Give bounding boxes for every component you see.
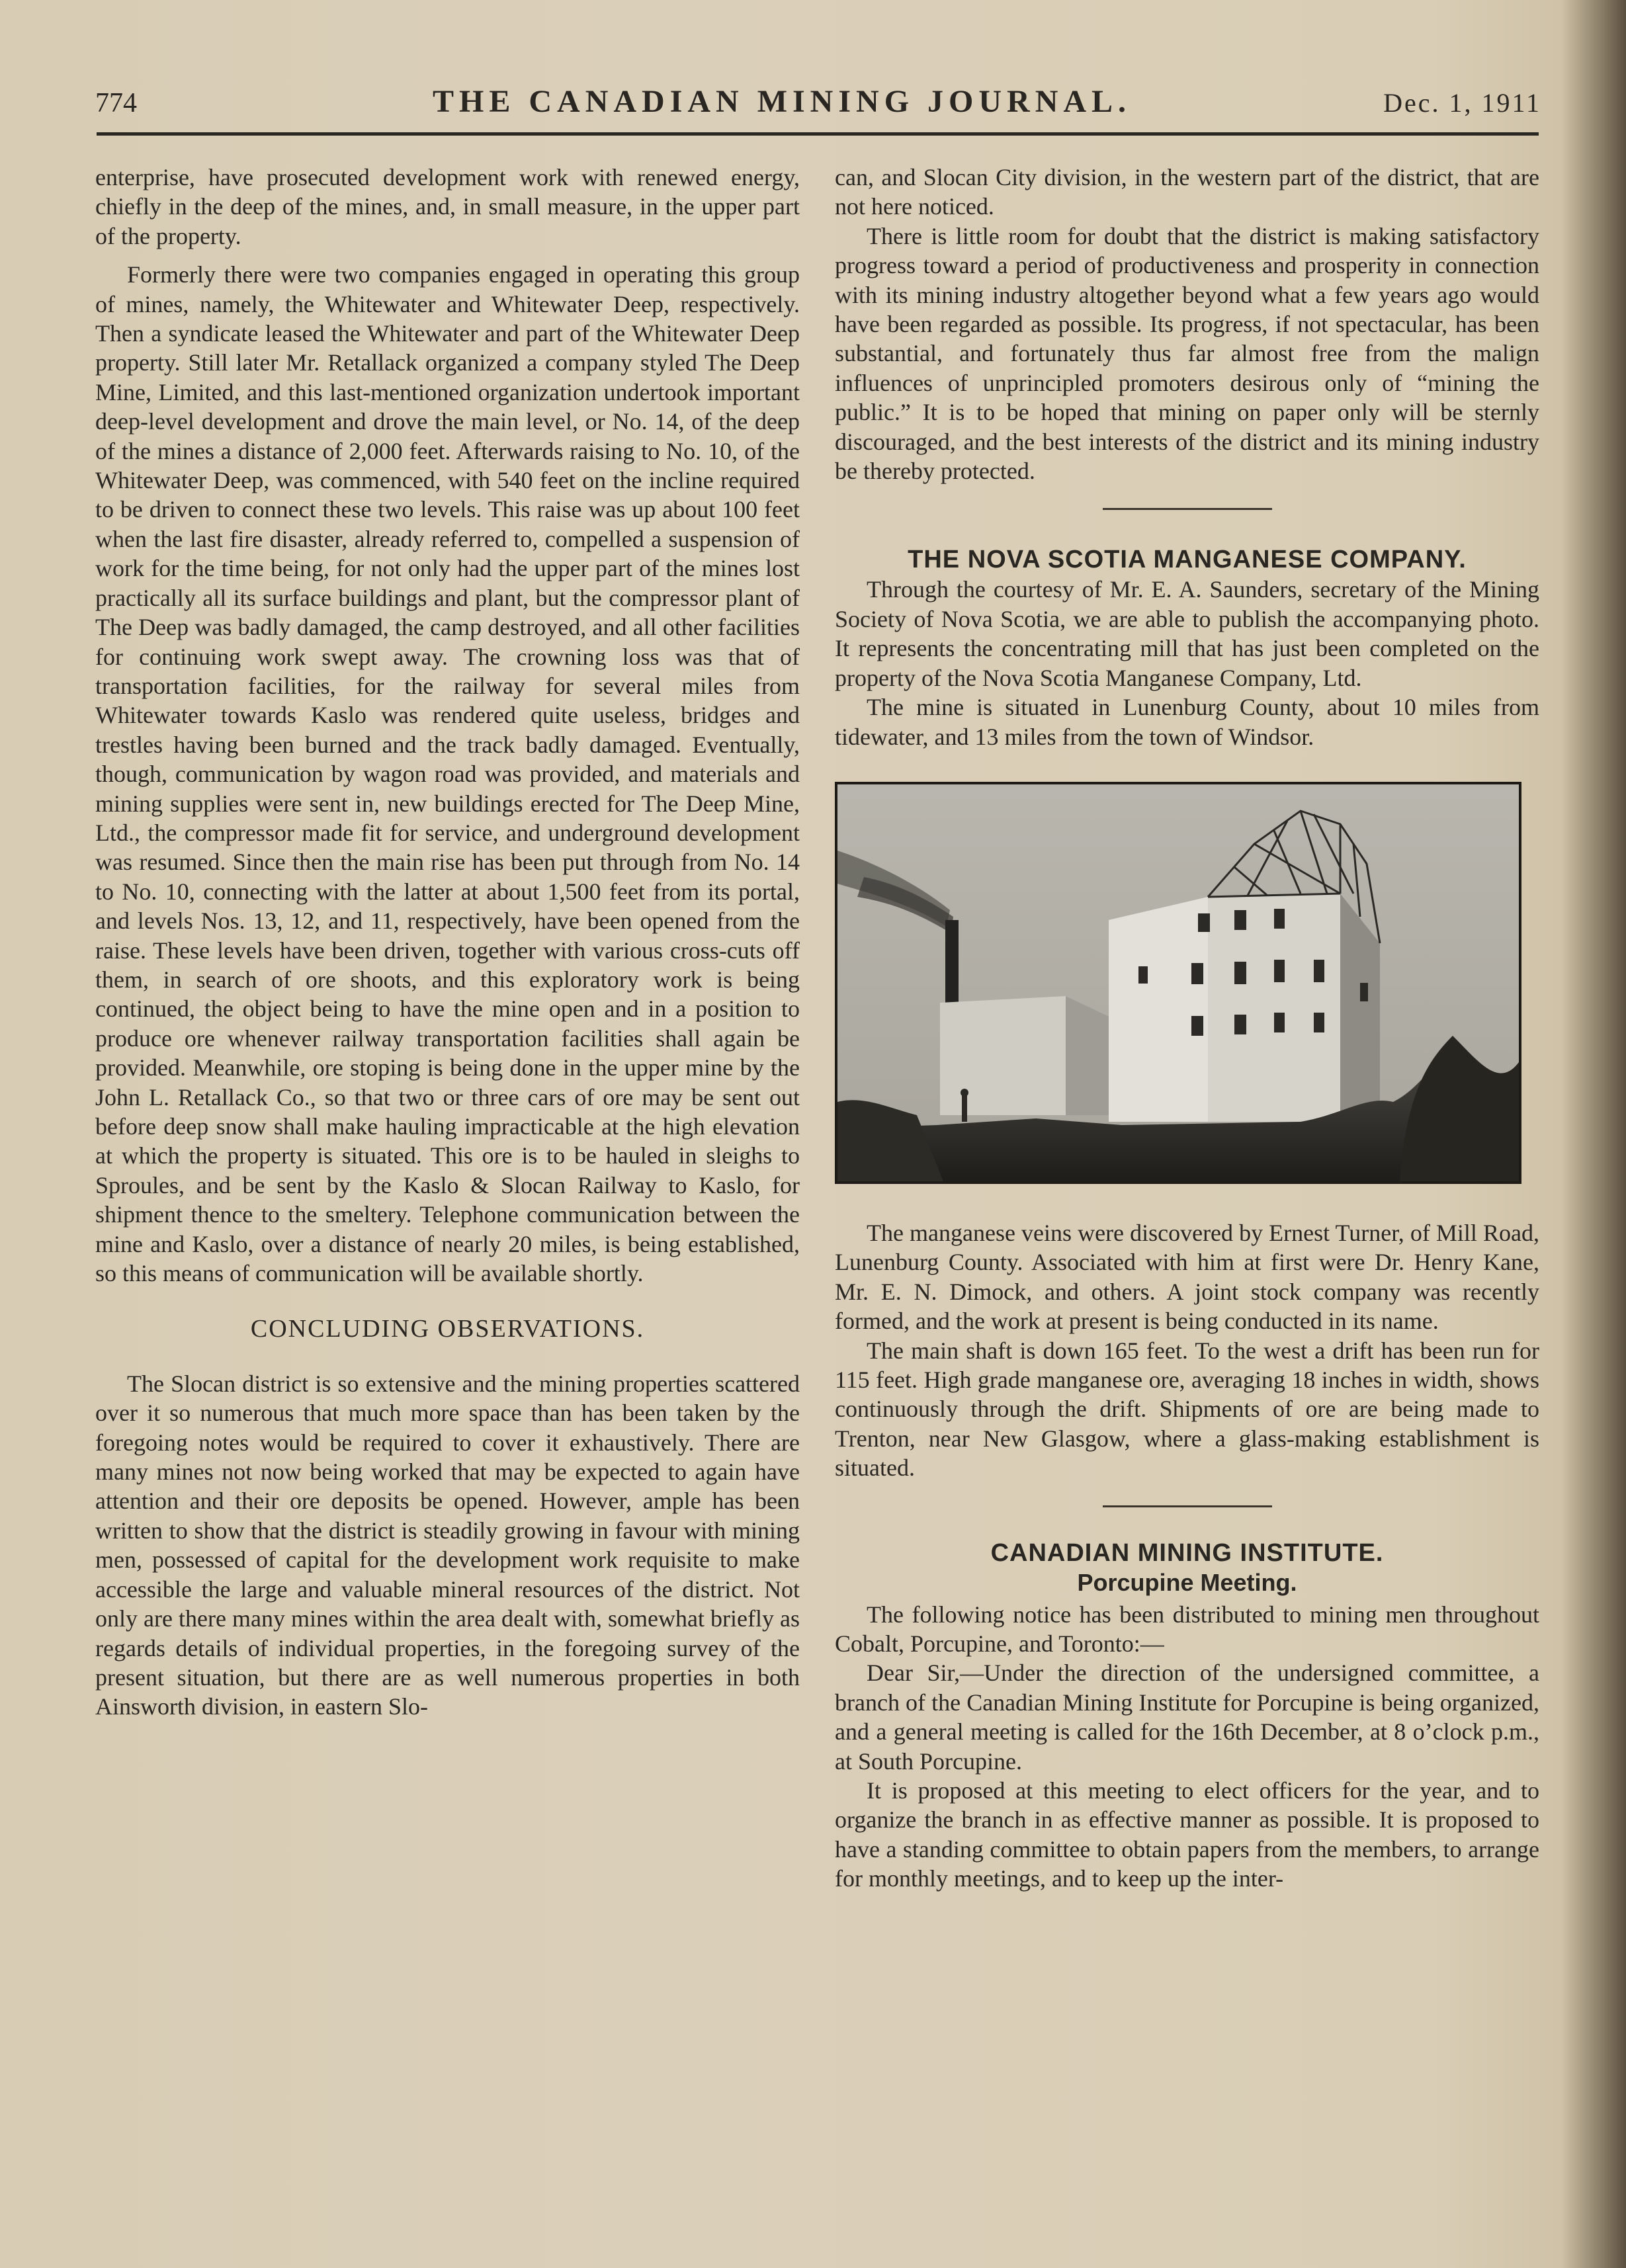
paragraph: Through the courtesy of Mr. E. A. Saunders, secretary of the Mining Society of Nova Scotia, we are able to publish the accompanying photo. It represents the concentrating mill that has just been completed on the property of the Nova Scotia Manganese Company, Ltd. [835,576,1539,691]
article-heading: CANADIAN MINING INSTITUTE. [990,1538,1384,1567]
paragraph: The Slocan district is so extensive and the mining properties scattered over it so numerous that much more space than has been taken by the foregoing notes would be required to cover it exhaustively. There are many mines not now being worked that may be expected to again have attention and their ore deposits be opened. However, ample has been written to show that the district is steadily growing in favour with mining men, possessed of capital for the development work requisite to make accessible the large and valuable mineral resources of the district. Not only are there many mines within the area dealt with, somewhat briefly as regards details of individual properties, in the foregoing survey of the present situation, but there are as well numerous properties in both Ainsworth division, in eastern Slo- [95,1370,800,1720]
paragraph: It is proposed at this meeting to elect officers for the year, and to organize the branch in as effective manner as possible. It is proposed to have a standing committee to obtain papers from the members, to arrange for monthly meetings, and to keep up the inter- [835,1777,1539,1892]
running-header [93,83,1541,123]
journal-title: THE CANADIAN MINING JOURNAL. [433,84,1132,119]
issue-date: Dec. 1, 1911 [1383,88,1541,118]
paragraph: can, and Slocan City division, in the western part of the district, that are not here noticed. [835,164,1539,220]
paragraph: The main shaft is down 165 feet. To the west a drift has been run for 115 feet. High grade manganese ore, averaging 18 inches in width, shows continuously through the drift. Shipments of ore are being made to Trenton, near New Glasgow, where a glass-making establishment is situated. [835,1337,1539,1482]
paragraph: enterprise, have prosecuted development work with renewed energy, chiefly in the deep of the mines, and, in small measure, in the upper part of the property. [95,164,800,249]
paragraph: Dear Sir,—Under the direction of the undersigned committee, a branch of the Canadian Mining Institute for Porcupine is being organized, and a general meeting is called for the 16th December, at 8 o’clock p.m., at South Porcupine. [835,1659,1539,1775]
paragraph: The manganese veins were discovered by Ernest Turner, of Mill Road, Lunenburg County. Associated with him at first were Dr. Henry Kane, Mr. E. N. Dimock, and others. A joint stock company was recently formed, and the work at present is being conducted in its name. [835,1219,1539,1335]
left-column [95,163,800,1722]
paragraph: Formerly there were two companies engaged in operating this group of mines, namely, the Whitewater and Whitewater Deep, respectively. Then a syndicate leased the Whitewater and part of the Whitewater Deep property. Still later Mr. Retallack organized a company styled The Deep Mine, Limited, and this last-mentioned organization undertook important deep-level development and drove the main level, or No. 14, of the deep of the mines a distance of 2,000 feet. Afterwards raising to No. 10, of the Whitewater Deep, was commenced, with 540 feet on the incline required to be driven to connect these two levels. This raise was up about 100 feet when the last fire disaster, already referred to, compelled a suspension of work for the time being, for not only had the upper part of the mines lost practically all its surface buildings and plant, but the compressor plant of The Deep was badly damaged, the camp destroyed, and all other facilities for continuing work swept away. The crowning loss was that of transportation facilities, for the railway for several miles from Whitewater towards Kaslo was rendered quite useless, bridges and trestles having been burned and the track badly damaged. Eventually, though, communication by wagon road was provided, and materials and mining supplies were sent in, new buildings erected for The Deep Mine, Ltd., the compressor made fit for service, and underground development was resumed. Since then the main rise has been put through from No. 14 to No. 10, connecting with the latter at about 1,500 feet from its portal, and levels Nos. 13, 12, and 11, respectively, have been opened from the raise. These levels have been driven, together with various cross-cuts off them, in search of ore shoots, and this exploratory work is being continued, the object being to have the mine open and in a position to produce ore whenever railway transportation facilities shall again be provided. Meanwhile, ore stoping is being done in the upper mine by the John L. Retallack Co., so that two or three cars of ore may be sent out before deep snow shall make hauling impracticable at the high elevation at which the property is situated. This ore is to be hauled in sleighs to Sproules, and be sent by the Kaslo & Slocan Railway to Kaslo, for shipment thence to the smeltery. Telephone communication between the mine and Kaslo, over a distance of nearly 20 miles, is being established, so this means of communication will be available shortly. [95,261,800,1287]
right-column [835,163,1539,1894]
page-number: 774 [95,88,137,118]
article-subheading: Porcupine Meeting. [1077,1568,1297,1596]
paragraph: The following notice has been distributed to mining men throughout Cobalt, Porcupine, and Toronto:— [835,1601,1539,1657]
paragraph: The mine is situated in Lunenburg County, about 10 miles from tidewater, and 13 miles from the town of Windsor. [835,694,1539,750]
section-heading: CONCLUDING OBSERVATIONS. [250,1315,645,1343]
article-heading: THE NOVA SCOTIA MANGANESE COMPANY. [908,546,1467,574]
mill-photograph [835,782,1521,1184]
paragraph: There is little room for doubt that the district is making satisfactory progress toward a period of productiveness and prosperity in connection with its mining industry altogether beyond what a few years ago would have been regarded as possible. Its progress, if not spectacular, has been substantial, and fortunately thus far almost free from the malign influences of unprincipled promoters desirous only of “mining the public.” It is to be hoped that mining on paper only will be sternly discouraged, and the best interests of the district and its mining industry be thereby protected. [835,222,1539,485]
header-rule [97,132,1539,136]
